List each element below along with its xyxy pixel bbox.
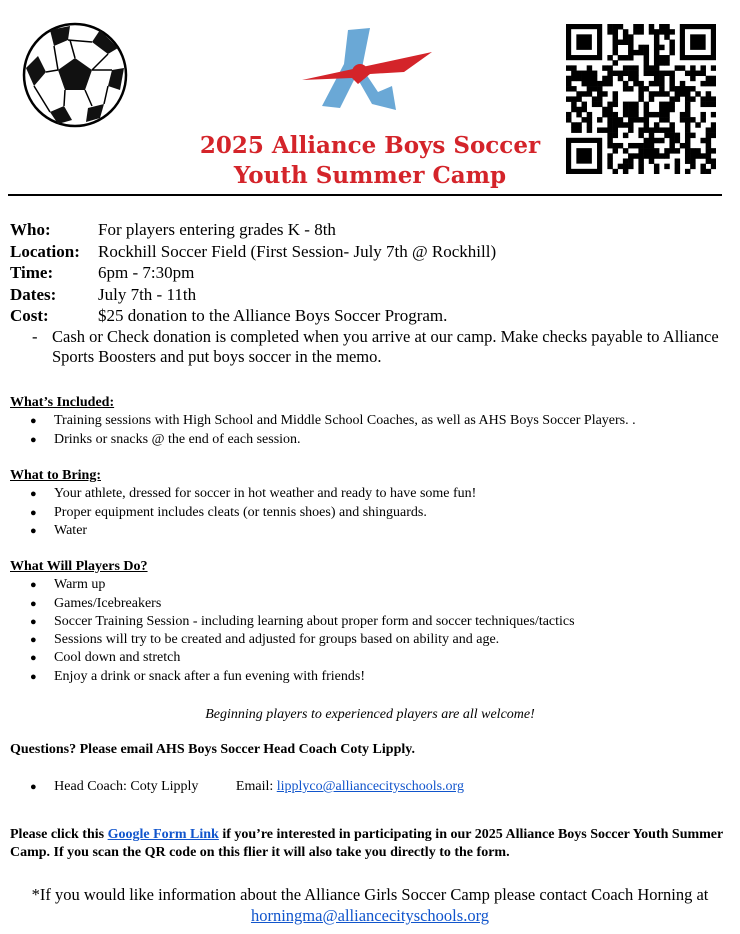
activities-list xyxy=(10,576,725,686)
welcome-note: Beginning players to experienced players are all welcome! xyxy=(205,707,535,722)
list-item: ● Games/Icebreakers xyxy=(10,595,725,613)
list-item: ● Soccer Training Session - including learning about proper form and soccer techniques/tactics xyxy=(10,613,725,631)
dates-row xyxy=(10,284,725,306)
page-title-line2: Youth Summer Camp xyxy=(233,162,507,189)
page-title-line1: 2025 Alliance Boys Soccer xyxy=(199,132,541,159)
bring-heading: What to Bring: xyxy=(10,468,101,483)
alliance-logo xyxy=(300,22,438,114)
who-label: Who: xyxy=(10,220,51,239)
email-label: Email: xyxy=(235,779,274,794)
location-value: Rockhill Soccer Field (First Session- July 7th @ Rockhill) xyxy=(98,241,497,261)
camp-info xyxy=(10,219,725,368)
activities-section xyxy=(10,558,725,686)
list-item: ● Training sessions with High School and Middle School Coaches, as well as AHS Boys Soccer Players. . xyxy=(10,412,725,430)
list-item: ● Warm up xyxy=(10,576,725,594)
list-item: ● Proper equipment includes cleats (or tennis shoes) and shinguards. xyxy=(10,504,725,522)
bring-section xyxy=(10,467,725,540)
google-form-link[interactable]: Google Form Link xyxy=(107,827,219,842)
signup-suffix: if you’re interested in participating in our 2025 Alliance Boys Soccer Youth Summer Camp. If you scan the QR code on this flier it will also take you directly to the form. xyxy=(10,827,723,860)
list-item: ● Cool down and stretch xyxy=(10,649,725,667)
title-divider xyxy=(8,194,722,196)
girls-camp-note xyxy=(0,884,740,926)
coach-email-link[interactable]: lipplyco@alliancecityschools.org xyxy=(276,779,464,794)
time-row xyxy=(10,262,725,284)
who-value: For players entering grades K - 8th xyxy=(98,220,336,239)
soccer-ball-image xyxy=(20,20,130,130)
list-item: ● Sessions will try to be created and adjusted for groups based on ability and age. xyxy=(10,631,725,649)
cost-note-row xyxy=(10,327,725,368)
location-label: Location: xyxy=(10,241,80,261)
signup-prefix: Please click this xyxy=(10,827,105,842)
location-row xyxy=(10,241,725,263)
list-item: ● Enjoy a drink or snack after a fun evening with friends! xyxy=(10,668,725,686)
list-item: ● Water xyxy=(10,522,725,540)
dash-bullet: - xyxy=(32,326,38,346)
list-item: ● Drinks or snacks @ the end of each session. xyxy=(10,431,725,449)
dates-value: July 7th - 11th xyxy=(98,284,197,304)
cost-value: $25 donation to the Alliance Boys Soccer Program. xyxy=(98,306,448,325)
signup-paragraph xyxy=(10,826,730,862)
time-value: 6pm - 7:30pm xyxy=(98,263,195,282)
girls-coach-email-link[interactable]: horningma@alliancecityschools.org xyxy=(250,906,490,925)
included-heading: What’s Included: xyxy=(10,395,115,410)
bring-list xyxy=(10,485,725,540)
activities-heading: What Will Players Do? xyxy=(10,559,148,574)
coach-contact xyxy=(30,779,464,795)
girls-camp-text: *If you would like information about the Alliance Girls Soccer Camp please contact Coach Horning at xyxy=(31,885,709,904)
questions-line: Questions? Please email AHS Boys Soccer Head Coach Coty Lipply. xyxy=(10,742,415,757)
list-item: ● Your athlete, dressed for soccer in hot weather and ready to have some fun! xyxy=(10,485,725,503)
dates-label: Dates: xyxy=(10,284,57,304)
included-section xyxy=(10,394,725,449)
coach-label: Head Coach: xyxy=(54,779,127,794)
who-row xyxy=(10,219,725,241)
cost-row xyxy=(10,305,725,327)
included-list xyxy=(10,412,725,449)
time-label: Time: xyxy=(10,263,54,282)
cost-note: Cash or Check donation is completed when you arrive at our camp. Make checks payable to Alliance Sports Boosters and put boys soccer in the memo. xyxy=(52,326,719,366)
bullet-icon: ● xyxy=(30,781,37,793)
cost-label: Cost: xyxy=(10,306,49,325)
coach-name: Coty Lipply xyxy=(130,779,199,794)
